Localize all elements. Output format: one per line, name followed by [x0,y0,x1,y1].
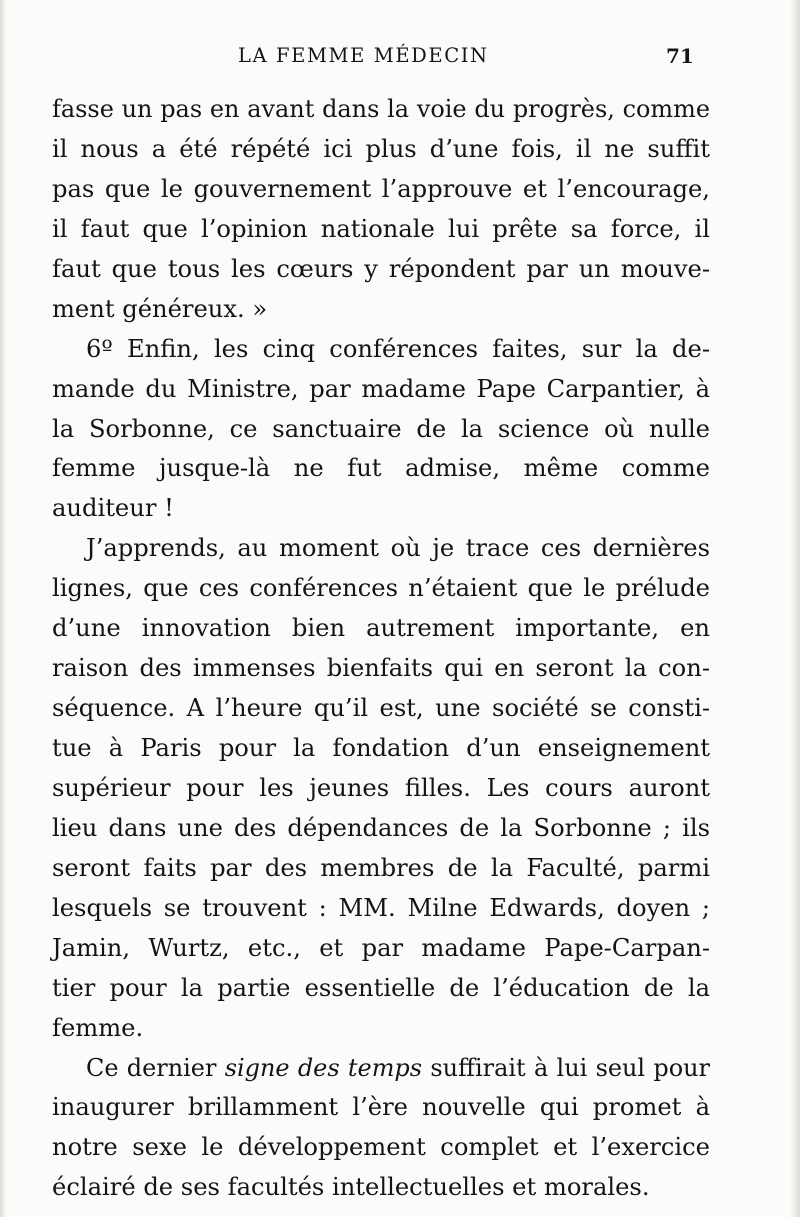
text-line: la Sorbonne, ce sanctuaire de la science où nulle [52,414,710,443]
text-line: Jamin, Wurtz, etc., et par madame Pape-Carpan- [52,933,710,962]
text-run: suffirait à lui seul pour [422,1053,710,1082]
text-line: notre sexe le développement complet et l’exercice [52,1133,710,1162]
page-number: 71 [666,44,694,68]
text-line: J’apprends, au moment où je trace ces dernières [86,534,710,563]
text-line-with-emphasis [52,1049,710,1089]
text-line: tue à Paris pour la fondation d’un enseignement [52,734,710,762]
text-line: fasse un pas en avant dans la voie du progrès, comme [52,95,710,123]
text-line: seront faits par des membres de la Faculté, parmi [52,853,710,882]
text-line: il faut que l’opinion nationale lui prête sa force, il [52,214,710,243]
text-line: il nous a été répété ici plus d’une fois, il ne suffit [52,134,710,163]
text-line: pas que le gouvernement l’approuve et l’encourage, [52,174,710,203]
page-right-shadow [790,0,800,1217]
text-line: lignes, que ces conférences n’étaient que le prélude [52,574,710,603]
text-line: inaugurer brillamment l’ère nouvelle qui promet à [52,1093,710,1122]
page-header [0,44,800,78]
text-line: auditeur ! [52,494,174,523]
italic-phrase: signe des temps [224,1053,423,1082]
text-line: d’une innovation bien autrement importante, en [52,614,710,643]
text-line: femme. [52,1013,144,1042]
text-line: séquence. A l’heure qu’il est, une société se consti- [52,694,710,723]
text-line: faut que tous les cœurs y répondent par un mouve- [52,254,710,283]
text-line: supérieur pour les jeunes filles. Les cours auront [52,773,710,802]
text-line: 6º Enfin, les cinq conférences faites, sur la de- [86,334,710,363]
body-text [52,90,710,1208]
text-line: lieu dans une des dépendances de la Sorbonne ; ils [52,813,710,842]
text-line: femme jusque-là ne fut admise, même comme [52,454,710,483]
text-line: éclairé de ses facultés intellectuelles et morales. [52,1173,650,1202]
text-line: lesquels se trouvent : MM. Milne Edwards, doyen ; [52,893,710,922]
text-line: mande du Ministre, par madame Pape Carpantier, à [52,374,710,403]
text-line: raison des immenses bienfaits qui en seront la con- [52,654,710,683]
running-title: LA FEMME MÉDECIN [238,44,489,67]
text-line: tier pour la partie essentielle de l’éducation de la [52,973,710,1002]
text-run: Ce dernier [86,1053,225,1082]
text-line: ment généreux. » [52,294,268,323]
page-left-shadow [0,0,6,1217]
